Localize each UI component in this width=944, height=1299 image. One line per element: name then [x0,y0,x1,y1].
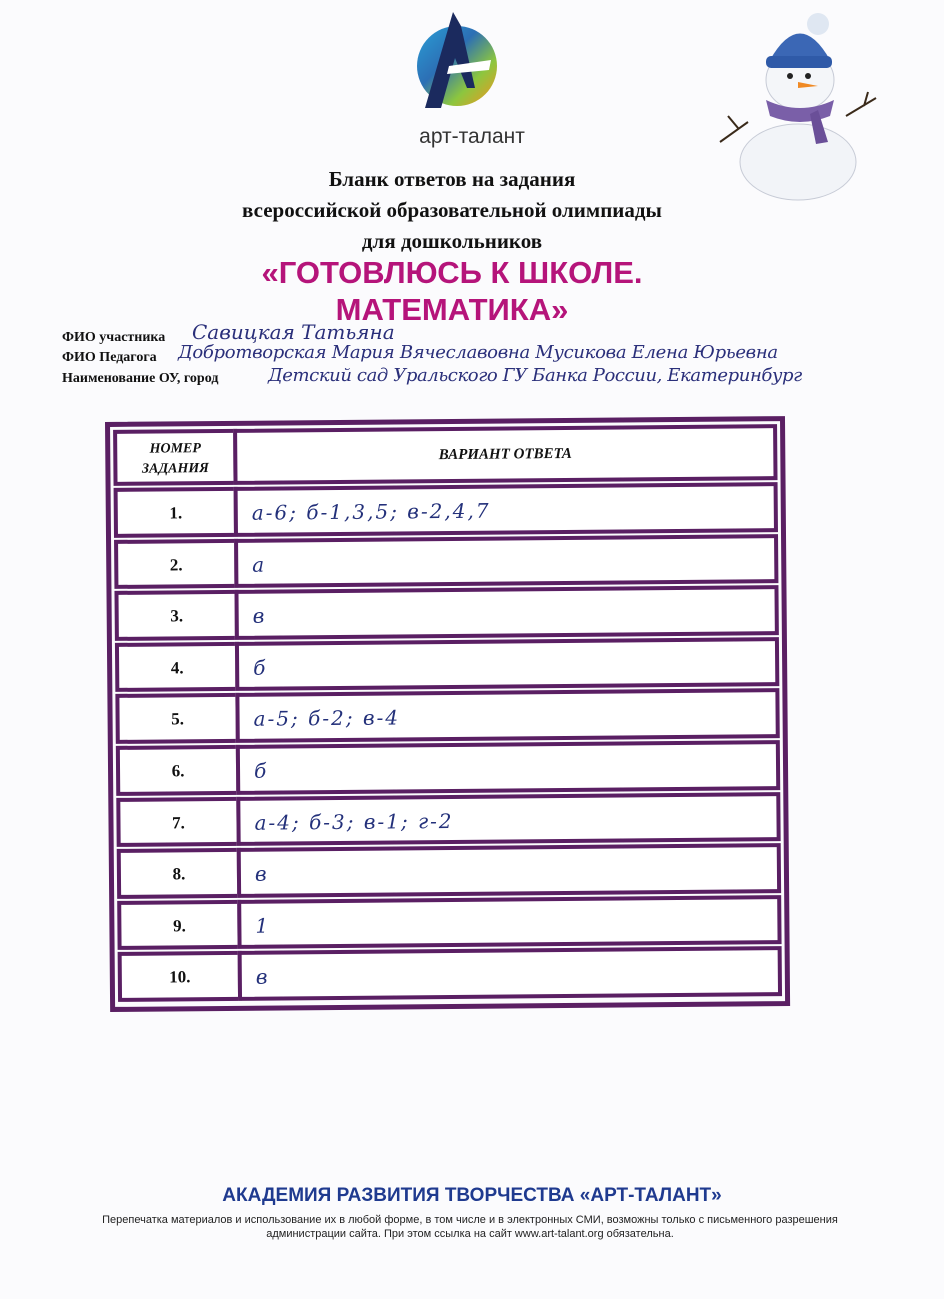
participant-label: ФИО участника [62,330,166,345]
row-answer: в [255,964,270,990]
row-answer-cell [236,792,780,846]
row-answer: а-4; б-3; в-1; г-2 [254,808,454,835]
row-number-cell [115,642,239,693]
row-answer-cell [236,740,780,794]
organization-label: Наименование ОУ, город [62,371,219,386]
row-number: 6. [171,761,185,781]
row-number-cell [118,951,242,1002]
row-answer-cell [237,895,781,949]
footer-note: Перепечатка материалов и использование их в любой форме, в том числе и в электронных СМИ, возможны только с письменного разрешения администрации сайта. При этом ссылка на сайт www.art-talant.org обязательна. [102,1214,838,1240]
header-answer-cell [233,424,777,485]
footer-title: АКАДЕМИЯ РАЗВИТИЯ ТВОРЧЕСТВА «АРТ-ТАЛАНТ» [222,1185,722,1206]
header-line-1: Бланк ответов на задания [328,167,576,191]
row-number: 10. [169,967,191,987]
header-number-line-1: НОМЕР [149,441,201,457]
row-answer: а [252,552,267,577]
row-answer-cell [235,637,779,691]
row-number: 4. [170,658,184,678]
row-number-cell [114,590,238,641]
row-answer: а-6; б-1,3,5; в-2,4,7 [251,498,491,525]
answer-table [105,416,790,1012]
row-number: 7. [172,812,185,833]
row-answer: 1 [255,913,271,938]
brand-name: арт-талант [419,125,525,148]
organization-value: Детский сад Уральского ГУ Банка России, Екатеринбург [268,365,802,386]
row-answer: б [253,758,269,783]
header-number-cell [113,429,237,486]
row-number-cell [117,900,241,951]
row-answer: в [252,603,267,628]
row-number-cell [116,796,240,847]
row-number: 1. [169,503,183,523]
header-line-3: для дошкольников [361,229,543,253]
row-number: 3. [170,606,184,626]
header-number-line-2: ЗАДАНИЯ [141,461,209,477]
participant-value: Савицкая Татьяна [192,320,395,344]
row-answer-cell [238,947,782,1001]
row-number: 9. [172,916,186,936]
row-number-cell [115,693,239,744]
title-line-1: «ГОТОВЛЮСЬ К ШКОЛЕ. [261,255,643,290]
art-talant-logo-icon [405,8,505,118]
row-answer: б [253,655,268,680]
row-answer: в [254,861,269,886]
row-number-cell [114,538,238,589]
header-line-2: всероссийской образовательной олимпиады [242,198,662,222]
row-answer-cell [234,482,778,536]
row-answer-cell [234,585,778,639]
row-number: 8. [172,864,186,884]
header-answer-label: ВАРИАНТ ОТВЕТА [438,445,572,464]
row-number: 2. [169,554,183,575]
row-answer-cell [235,689,779,743]
row-answer-cell [234,534,778,588]
row-answer-cell [237,843,781,897]
teacher-label: ФИО Педагога [62,350,157,365]
teacher-value: Добротворская Мария Вячеславовна Мусикова Елена Юрьевна [178,342,778,363]
row-number-cell [114,487,238,538]
row-number-cell [117,848,241,899]
row-number: 5. [171,709,185,729]
title-line-2: МАТЕМАТИКА» [335,292,569,327]
row-number-cell [116,745,240,796]
row-answer: а-5; б-2; в-4 [253,705,401,732]
